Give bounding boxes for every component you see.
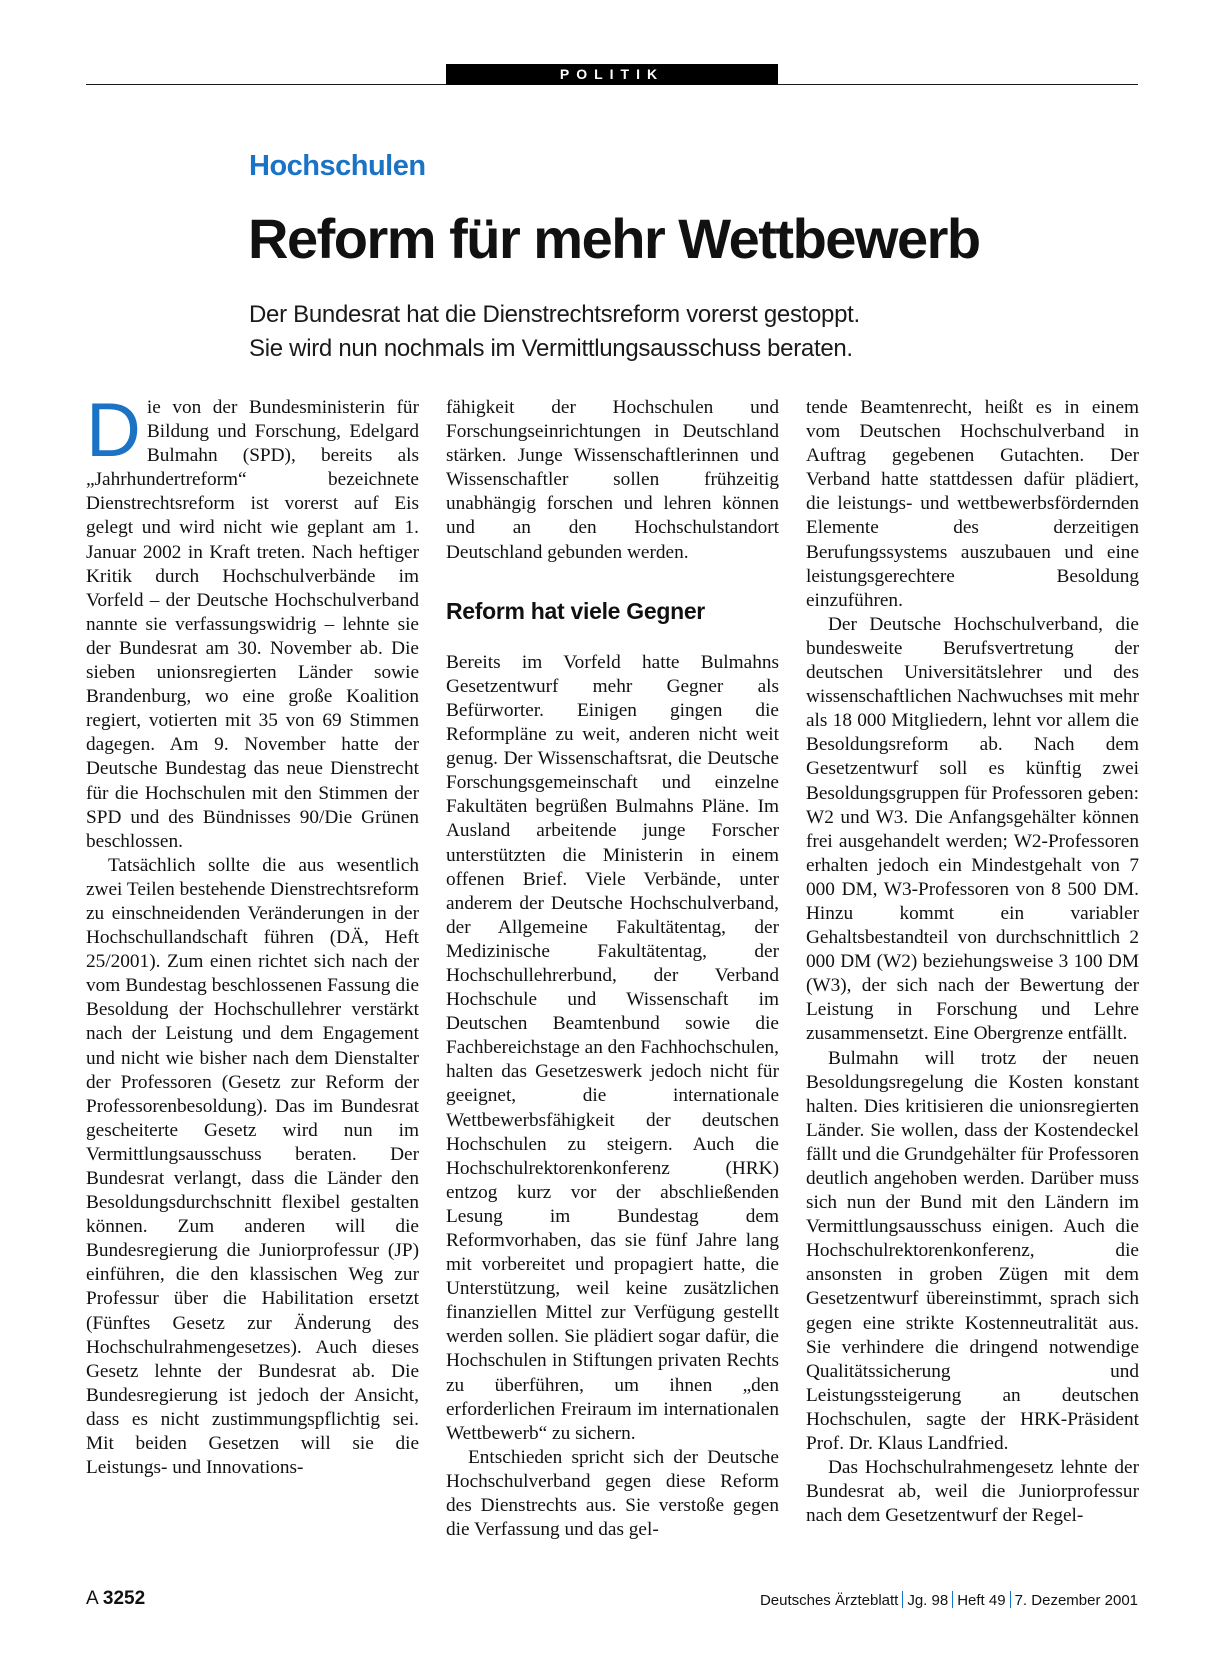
subheading: Reform hat viele Gegner [446,597,705,624]
article-kicker: Hochschulen [249,150,426,182]
article-deck [249,298,1149,366]
page-number [86,1588,145,1610]
journal-date: 7. Dezember 2001 [1014,1592,1138,1609]
column-1 [86,396,419,1551]
journal-volume: Jg. 98 [907,1592,949,1609]
col3-paragraph-3: Bulmahn will trotz der neuen Besoldungsregelung die Kosten konstant halten. Dies kritisieren die unionsregierten Länder. Sie wollen, dass der Kostendeckel fällt und die Grundgehälter für Professoren deutlich angehoben werden. Darüber muss sich nun der Bund mit den Ländern im Vermittlungsausschuss einigen. Auch die Hochschulrektorenkonferenz, die ansonsten in groben Zügen mit dem Gesetzentwurf übereinstimmt, sprach sich gegen eine strikte Kostenneutralität aus. Sie verhindere die dringend notwendige Qualitätssicherung und Leistungssteigerung an deutschen Hochschulen, sagte der HRK-Präsident Prof. Dr. Klaus Landfried. [806,1047,1139,1455]
journal-citation [760,1591,1138,1609]
separator [1010,1591,1011,1608]
deck-line-2: Sie wird nun nochmals im Vermittlungsausschuss beraten. [249,335,853,362]
col3-paragraph-2: Der Deutsche Hochschulverband, die bundesweite Berufsvertretung der deutschen Universitätslehrer und des wissenschaftlichen Nachwuchses mit mehr als 18 000 Mitgliedern, lehnt vor allem die Besoldungsreform ab. Nach dem Gesetzentwurf soll es künftig zwei Besoldungsgruppen für Professoren geben: W2 und W3. Die Anfangsgehälter können frei ausgehandelt werden; W2-Professoren erhalten jedoch ein Mindestgehalt von 7 000 DM, W3-Professoren von 8 500 DM. Hinzu kommt ein variabler Gehaltsbestandteil von durchschnittlich 2 000 DM (W2) beziehungsweise 3 100 DM (W3), der sich nach der Bewertung der Leistung in Forschung und Lehre zusammensetzt. Eine Obergrenze entfällt. [806,613,1139,1045]
page-prefix: A [86,1588,98,1609]
col2-paragraph-1: fähigkeit der Hochschulen und Forschungseinrichtungen in Deutschland stärken. Junge Wissenschaftlerinnen und Wissenschaftler sollen frühzeitig unabhängig forschen und lehren können und an den Hochschulstandort Deutschland gebunden werden. [446,397,779,563]
journal-name: Deutsches Ärzteblatt [759,1592,899,1609]
col1-p1-text: ie von der Bundesministerin für Bildung und Forschung, Edelgard Bulmahn (SPD), bereits als „Jahrhundertreform“ bezeichnete Dienstrechtsreform ist vorerst auf Eis gelegt und wird nicht wie geplant am 1. Januar 2002 in Kraft treten. Nach heftiger Kritik durch Hochschulverbände im Vorfeld – der Deutsche Hochschulverband nannte sie verfassungswidrig – lehnte sie der Bundesrat am 30. November ab. Die sieben unionsregierten Länder sowie Brandenburg, wo eine große Koalition regiert, votierten mit 35 von 69 Stimmen dagegen. Am 9. November hatte der Deutsche Bundestag das neue Dienstrecht für die Hochschulen mit den Stimmen der SPD und des Bündnisses 90/Die Grünen beschlossen. [86,397,419,852]
col3-paragraph-4: Das Hochschulrahmengesetz lehnte der Bundesrat ab, weil die Juniorprofessur nach dem Gesetzentwurf der Regel- [806,1457,1139,1527]
col3-paragraph-1: tende Beamtenrecht, heißt es in einem vom Deutschen Hochschulverband in Auftrag gegebenen Gutachten. Der Verband hatte stattdessen dafür plädiert, die leistungs- und wettbewerbsfördernden Elemente des derzeitigen Berufungssystems auszubauen und eine leistungsgerechtere Besoldung einzuführen. [806,397,1139,611]
col1-paragraph-1 [86,396,419,854]
article-title: Reform für mehr Wettbewerb [248,207,980,270]
page-number-value: 3252 [102,1588,146,1609]
separator [902,1591,903,1608]
column-2 [446,396,779,1551]
drop-cap: D [86,396,141,473]
col2-paragraph-3: Entschieden spricht sich der Deutsche Hochschulverband gegen diese Reform des Dienstrechts aus. Sie verstoße gegen die Verfassung und das gel- [446,1446,779,1541]
deck-line-1: Der Bundesrat hat die Dienstrechtsreform vorerst gestoppt. [249,301,860,328]
col1-paragraph-2: Tatsächlich sollte die aus wesentlich zwei Teilen bestehende Dienstrechtsreform zu einschneidenden Veränderungen in der Hochschullandschaft führen (DÄ, Heft 25/2001). Zum einen richtet sich nach der vom Bundestag beschlossenen Fassung die Besoldung der Hochschullehrer verstärkt nach der Leistung und dem Engagement und nicht wie bisher nach dem Dienstalter der Professoren (Gesetz zur Reform der Professorenbesoldung). Das im Bundesrat gescheiterte Gesetz wird nun im Vermittlungsausschuss beraten. Der Bundesrat verlangt, dass die Länder den Besoldungsdurchschnitt flexibel gestalten können. Zum anderen will die Bundesregierung die Juniorprofessur (JP) einführen, die den klassischen Weg zur Professur über die Habilitation ersetzt (Fünftes Gesetz zur Änderung des Hochschulrahmengesetzes). Auch dieses Gesetz lehnte der Bundesrat ab. Die Bundesregierung ist jedoch der Ansicht, dass es nicht zustimmungspflichtig sei. Mit beiden Gesetzen will sie die Leistungs- und Innovations- [86,854,419,1479]
journal-issue: Heft 49 [957,1592,1006,1609]
separator [952,1591,953,1608]
column-3 [806,396,1139,1551]
col2-paragraph-2: Bereits im Vorfeld hatte Bulmahns Gesetzentwurf mehr Gegner als Befürworter. Einigen gingen die Reformpläne zu weit, anderen nicht weit genug. Der Wissenschaftsrat, die Deutsche Forschungsgemeinschaft und einzelne Fakultäten begrüßen Bulmahns Pläne. Im Ausland arbeitende junge Forscher unterstützten die Ministerin in einem offenen Brief. Viele Verbände, unter anderem der Deutsche Hochschulverband, der Allgemeine Fakultätentag, der Medizinische Fakultätentag, der Hochschullehrerbund, der Verband Hochschule und Wissenschaft im Deutschen Beamtenbund sowie die Fachbereichstage an den Fachhochschulen, halten das Gesetzeswerk jedoch nicht für geeignet, die internationale Wettbewerbsfähigkeit der deutschen Hochschulen zu steigern. Auch die Hochschulrektorenkonferenz (HRK) entzog kurz vor der abschließenden Lesung im Bundestag dem Reformvorhaben, das sie fünf Jahre lang mit vorbereitet und propagiert hatte, die Unterstützung, weil keine zusätzlichen finanziellen Mittel zur Verfügung gestellt werden sollen. Sie plädiert sogar dafür, die Hochschulen in Stiftungen privaten Rechts zu überführen, um ihnen „den erforderlichen Freiraum im internationalen Wettbewerb“ zu sichern. [446,651,779,1444]
section-label: POLITIK [446,64,778,85]
